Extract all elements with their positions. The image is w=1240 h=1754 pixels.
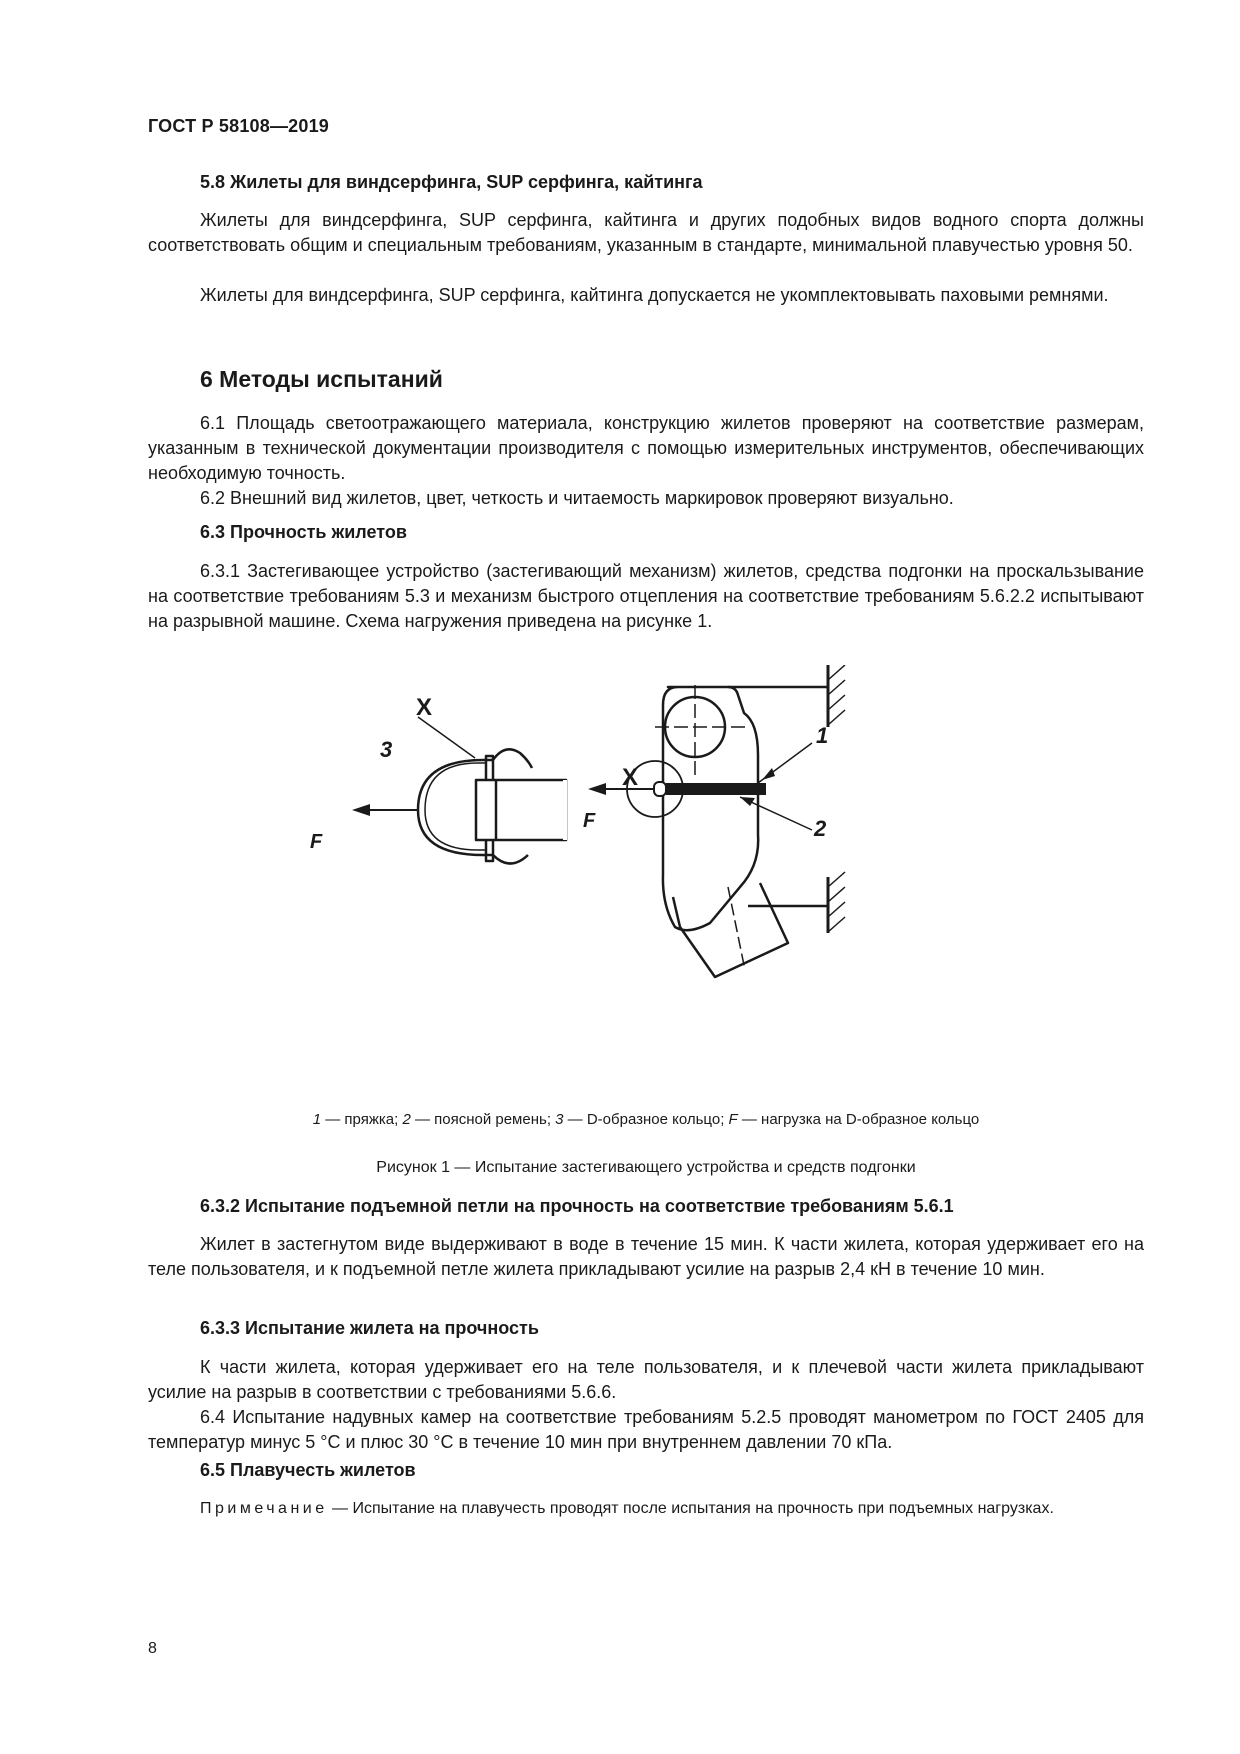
paragraph-6-3-1: 6.3.1 Застегивающее устройство (застегивающий механизм) жилетов, средства подгонки на проскальзывание на соответствие требованиям 5.3 и механизм быстрого отцепления на соответствие требованиям 5.6.2.2 испытывают на разрывной машине. Схема нагружения приведена на рисунке 1. (148, 561, 1144, 631)
figure-label-f-left: F (310, 831, 323, 853)
note-paragraph: Примечание — Испытание на плавучесть проводят после испытания на прочность при подъемных нагрузках. (200, 1500, 1054, 1517)
buckle-body (663, 687, 758, 930)
belt-bar (666, 783, 766, 795)
section-5-8-paragraph-1: Жилеты для виндсерфинга, SUP серфинга, кайтинга и других подобных видов водного спорта должны соответствовать общим и специальным требованиям, указанным в стандарте, минимальной плавучестью уровня 50. (148, 210, 1144, 255)
section-6-5-heading: 6.5 Плавучесть жилетов (200, 1460, 416, 1480)
section-5-8-paragraph-2: Жилеты для виндсерфинга, SUP серфинга, кайтинга допускается не укомплектовывать паховыми ремнями. (200, 285, 1109, 305)
figure-1-diagram (300, 665, 1000, 1095)
document-header: ГОСТ Р 58108—2019 (148, 116, 330, 136)
paragraph-6-4: 6.4 Испытание надувных камер на соответствие требованиям 5.2.5 проводят манометром по ГОСТ 2405 для температур минус 5 °С и плюс 30 °С в течение 10 мин при внутреннем давлении 70 кПа. (148, 1407, 1144, 1452)
section-6-3-3-heading: 6.3.3 Испытание жилета на прочность (200, 1318, 539, 1338)
section-6-3-heading: 6.3 Прочность жилетов (200, 522, 407, 542)
figure-label-x-right: X (622, 764, 639, 791)
figure-label-x-left: X (416, 694, 433, 721)
figure-label-2: 2 (814, 816, 827, 841)
figure-legend: 1 — пряжка; 2 — поясной ремень; 3 — D-образное кольцо; F — нагрузка на D-образное кольцо (312, 1111, 980, 1128)
figure-caption: Рисунок 1 — Испытание застегивающего устройства и средств подгонки (376, 1159, 916, 1176)
figure-label-1: 1 (816, 723, 829, 748)
paragraph-6-3-2: Жилет в застегнутом виде выдерживают в воде в течение 15 мин. К части жилета, которая удерживает его на теле пользователя, и к подъемной петле жилета прикладывают усилие на разрыв 2,4 кН в течение 10 мин. (148, 1234, 1144, 1279)
figure-label-3: 3 (380, 737, 393, 762)
paragraph-6-3-3: К части жилета, которая удерживает его на теле пользователя, и к плечевой части жилета прикладывают усилие на разрыв в соответствии с требованиями 5.6.6. (148, 1357, 1144, 1402)
leader-3 (418, 717, 475, 758)
section-6-3-2-heading: 6.3.2 Испытание подъемной петли на прочность на соответствие требованиям 5.6.1 (200, 1196, 954, 1216)
page-number: 8 (148, 1640, 157, 1657)
paragraph-6-1: 6.1 Площадь светоотражающего материала, конструкцию жилетов проверяют на соответствие размерам, указанным в технической документации производителя с помощью измерительных инструментов, обеспечивающих необходимую точность. (148, 413, 1144, 483)
section-6-heading: 6 Методы испытаний (200, 366, 443, 392)
figure-label-f-right: F (583, 810, 596, 832)
paragraph-6-2: 6.2 Внешний вид жилетов, цвет, четкость и читаемость маркировок проверяют визуально. (200, 488, 954, 508)
belt-detail (476, 780, 566, 840)
section-5-8-heading: 5.8 Жилеты для виндсерфинга, SUP серфинга, кайтинга (200, 172, 703, 192)
